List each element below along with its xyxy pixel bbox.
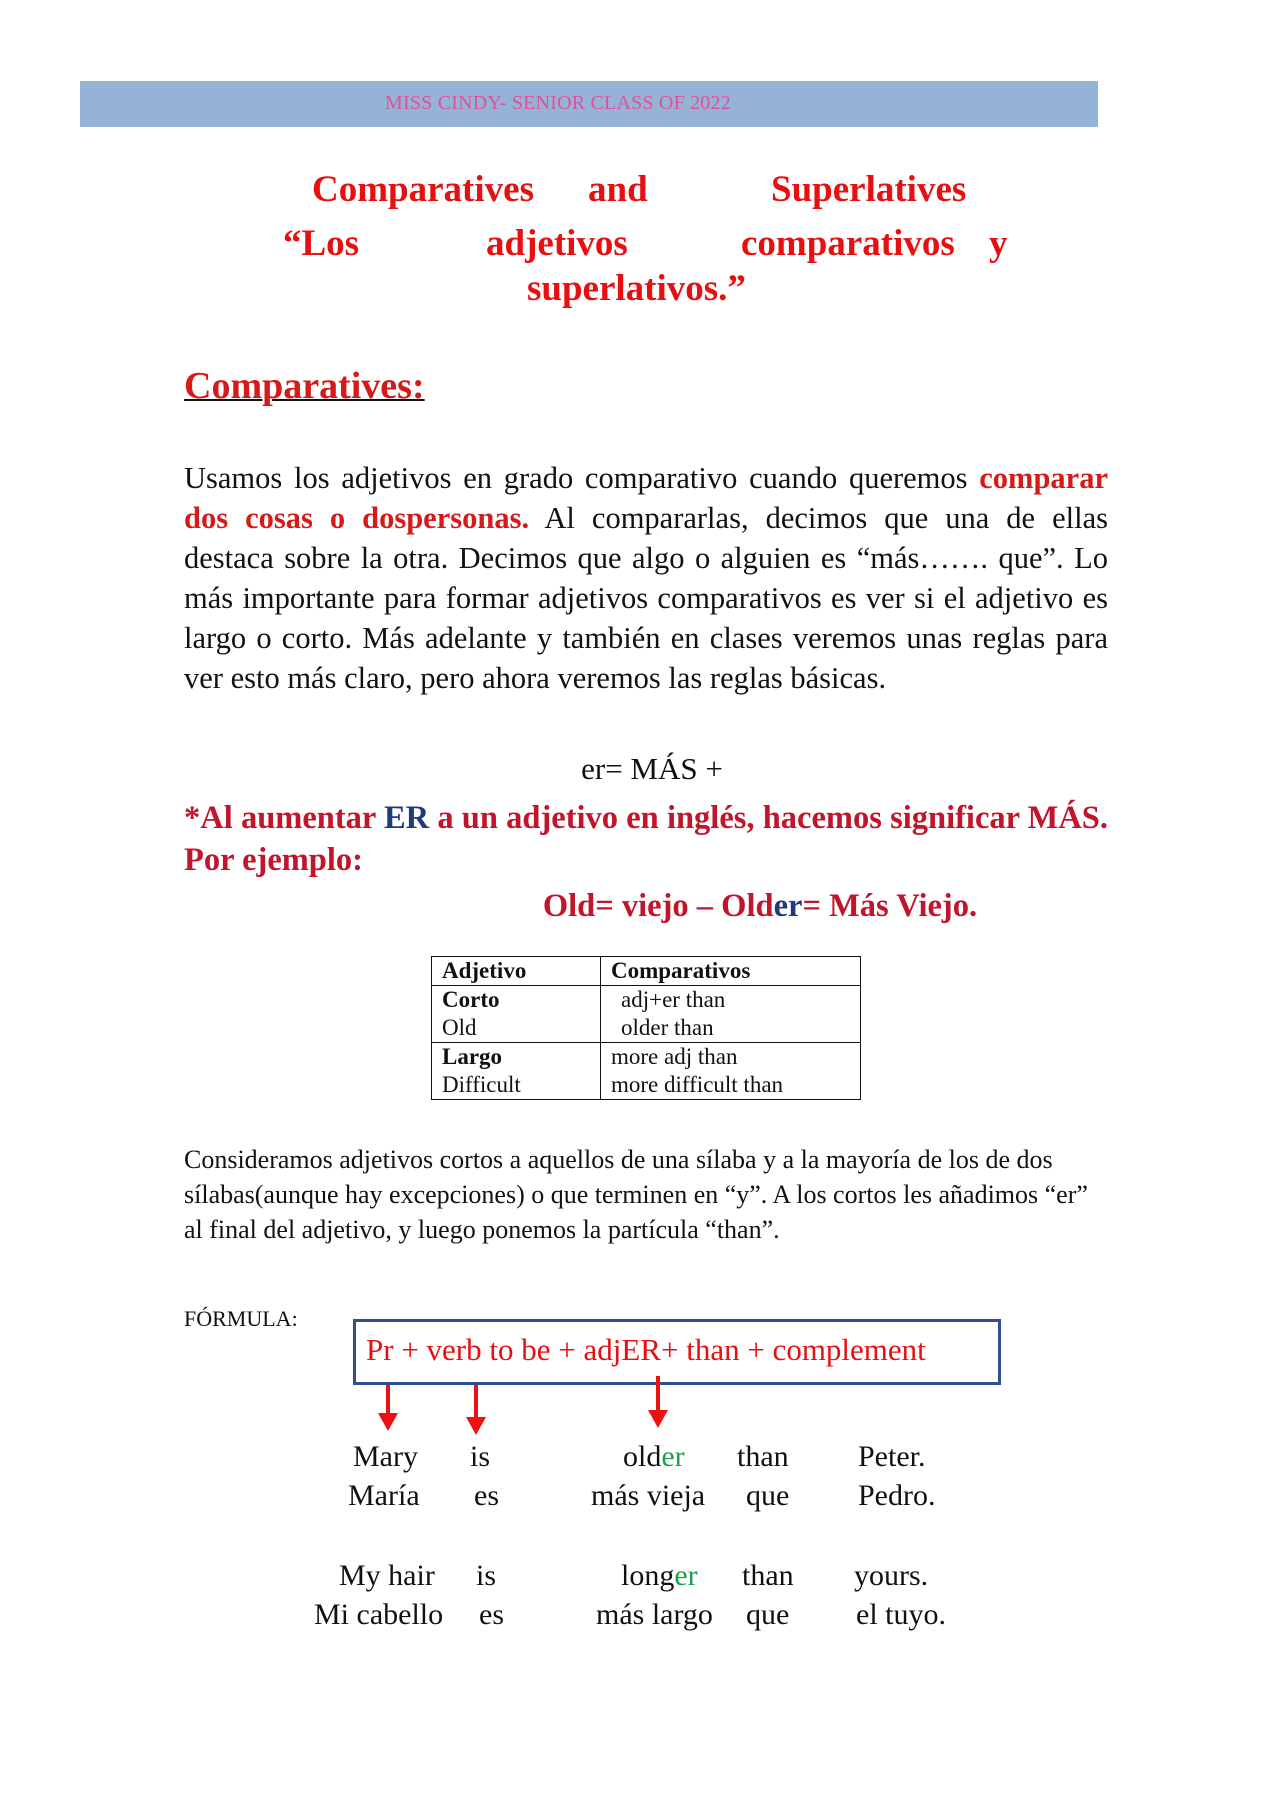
table-row [432,1043,861,1100]
example-verb: is [470,1440,491,1473]
example-verb: is [476,1559,497,1592]
example-object: Pedro. [858,1479,936,1512]
example-subject: Mary [353,1440,418,1473]
example-than: than [742,1559,794,1592]
example-subject: My hair [339,1559,435,1592]
table-rule: more adj than [611,1044,738,1069]
arrow-down-icon [464,1385,488,1437]
explanation: Consideramos adjetivos cortos a aquellos de una sílaba y a la mayoría de los de dos sílabas(aunque hay excepciones) o que terminen en “y”. A los cortos les añadimos “er” al final del adjetivo, y luego ponemos la partícula “than”. [184,1145,1088,1244]
table-header: Comparativos [601,957,861,986]
adj-er: er [674,1559,698,1592]
title-word: Comparatives [312,169,534,210]
example-subject: María [348,1479,420,1512]
table-word: Difficult [442,1072,521,1097]
note-prefix: *Al aumentar [184,800,384,836]
title-word: comparativos [741,223,955,264]
example-than: que [746,1479,790,1512]
example-adjective [621,1559,698,1593]
example-object: yours. [854,1559,929,1592]
example-object: Peter. [858,1440,926,1473]
table-word: Old [442,1015,477,1040]
table-example: older than [621,1015,714,1040]
example-er: er [773,888,803,924]
table-header: Adjetivo [432,957,601,986]
table-rule: adj+er than [621,987,726,1012]
intro-paragraph [184,458,1108,698]
table-kind: Largo [442,1044,503,1069]
example-adjective: más largo [596,1598,713,1631]
example-adjective: más vieja [591,1479,706,1512]
example-verb: es [479,1598,504,1631]
example-verb: es [474,1479,499,1512]
formula-label: FÓRMULA: [184,1306,298,1331]
title-word: y [989,223,1008,264]
table-example: more difficult than [611,1072,784,1097]
table-kind: Corto [442,987,500,1012]
title-line3: superlativos.” [527,268,746,309]
example-object: el tuyo. [856,1598,946,1631]
title-word: “Los [283,223,360,264]
intro-text-rest: Al compararlas, decimos que una de ellas destaca sobre la otra. Decimos que algo o alguien es “más……. que”. Lo más importante para formar adjetivos comparativos es ver si el adjetivo es largo o corto. Más adelante y también en clases veremos unas reglas para ver esto más claro, pero ahora veremos las reglas básicas. [184,501,1108,695]
example-subject: Mi cabello [314,1598,444,1631]
adj-er: er [661,1440,685,1473]
header-band [80,81,1098,127]
table-cell [601,1043,861,1100]
example-than: que [746,1598,790,1631]
table-cell [432,1043,601,1100]
adj-stem: old [623,1440,662,1473]
intro-emphasis: comparar dos cosas o dospersonas. [184,461,1108,535]
table-cell [601,986,861,1043]
comparatives-table [431,956,861,1100]
example-adjective [623,1440,685,1474]
title-word: and [588,169,648,210]
formula-text: Pr + verb to be + adjER+ than + complement [366,1332,926,1367]
example-part-b: = Más Viejo. [802,888,978,924]
arrow-down-icon [376,1385,400,1433]
note-suffix: a un adjetivo en inglés, hacemos significar MÁS. Por ejemplo: [184,800,1109,878]
example-line [0,888,1280,925]
header-text: MISS CINDY- SENIOR CLASS OF 2022 [385,92,731,114]
title-word: adjetivos [486,223,628,264]
example-part-a: Old= viejo – Old [542,888,774,924]
arrow-down-icon [646,1376,670,1432]
section-heading: Comparatives: [184,365,425,407]
table-cell [432,986,601,1043]
rule-line: er= MÁS + [581,751,723,786]
example-than: than [737,1440,789,1473]
note [184,797,1108,881]
adj-stem: long [621,1559,675,1592]
formula-box [353,1319,1001,1385]
note-er: ER [383,800,430,836]
table-row [432,986,861,1043]
intro-text: Usamos los adjetivos en grado comparativo cuando queremos [184,461,980,495]
table-header-row [432,957,861,986]
title-word: Superlatives [771,169,967,210]
